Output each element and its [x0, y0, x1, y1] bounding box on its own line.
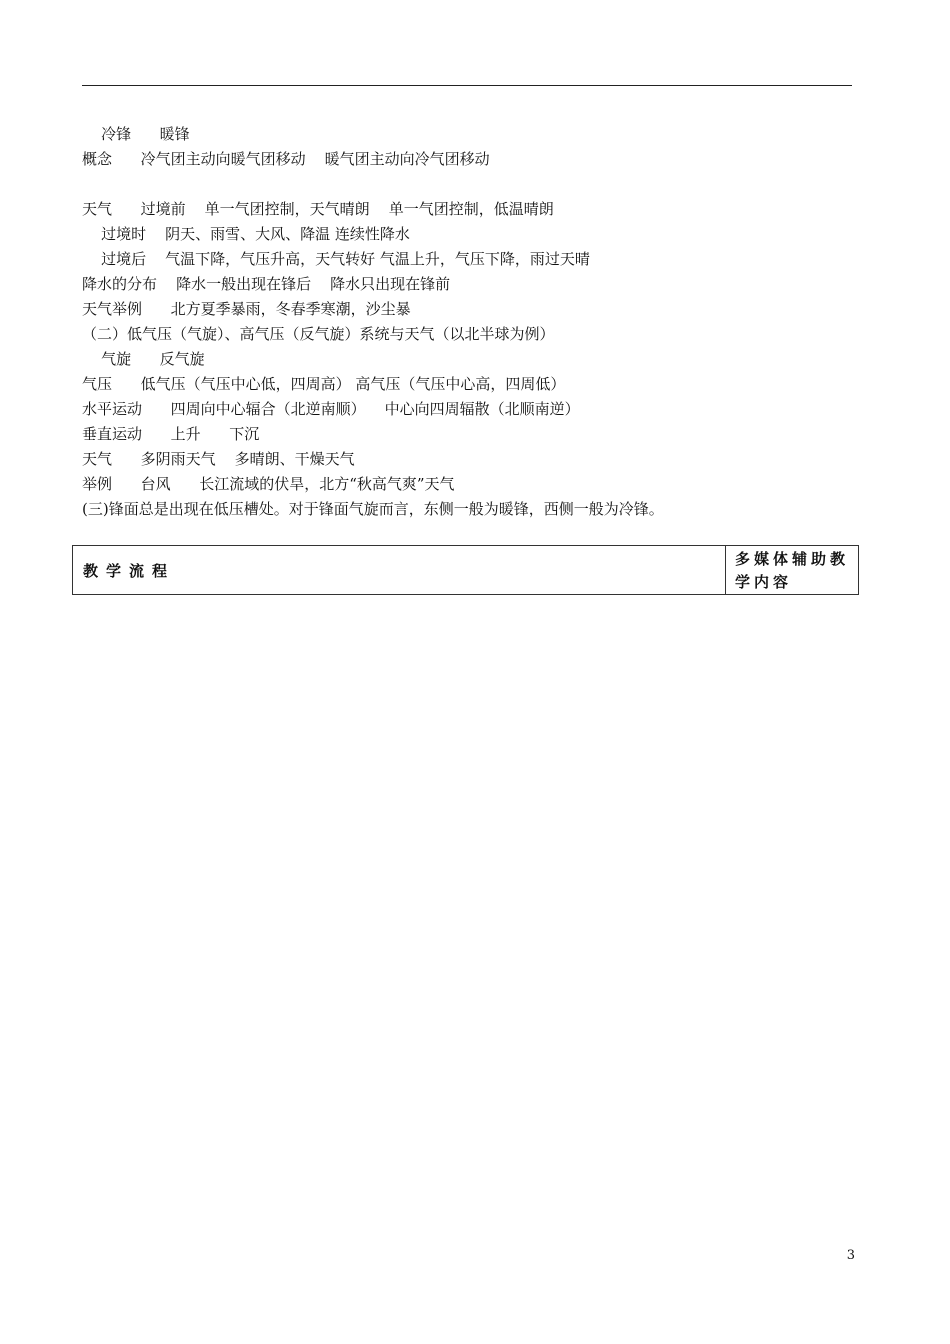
- text-line: 水平运动 四周向中心辐合（北逆南顺） 中心向四周辐散（北顺南逆）: [82, 400, 580, 418]
- text-line: 过境后 气温下降，气压升高，天气转好 气温上升，气压下降，雨过天晴: [82, 250, 590, 268]
- text-line: 概念 冷气团主动向暖气团移动 暖气团主动向冷气团移动: [82, 150, 490, 168]
- text-line: 天气举例 北方夏季暴雨，冬春季寒潮，沙尘暴: [82, 300, 411, 318]
- text-line: [82, 172, 862, 197]
- header-rule: [82, 85, 852, 86]
- text-line: （二）低气压（气旋）、高气压（反气旋）系统与天气（以北半球为例）: [82, 325, 555, 343]
- text-line: (三)锋面总是出现在低压槽处。对于锋面气旋而言，东侧一般为暖锋，西侧一般为冷锋。: [82, 500, 664, 518]
- text-line: 过境时 阴天、雨雪、大风、降温 连续性降水: [82, 225, 410, 243]
- text-line: 天气 多阴雨天气 多晴朗、干燥天气: [82, 450, 355, 468]
- table-header-teaching-flow: 教学流程: [73, 546, 726, 594]
- text-line: 举例 台风 长江流域的伏旱，北方“秋高气爽”天气: [82, 475, 455, 493]
- text-line: 冷锋 暖锋: [82, 125, 190, 143]
- text-line: 气压 低气压（气压中心低，四周高） 高气压（气压中心高，四周低）: [82, 375, 566, 393]
- text-line: 天气 过境前 单一气团控制，天气晴朗 单一气团控制，低温晴朗: [82, 200, 554, 218]
- body-text: [82, 122, 862, 522]
- text-line: 气旋 反气旋: [82, 350, 205, 368]
- text-line: 垂直运动 上升 下沉: [82, 425, 260, 443]
- lesson-table: [72, 545, 859, 595]
- page-number: 3: [846, 1248, 855, 1263]
- text-line: 降水的分布 降水一般出现在锋后 降水只出现在锋前: [82, 275, 451, 293]
- table-header-multimedia: 多媒体辅助教学内容: [735, 550, 850, 591]
